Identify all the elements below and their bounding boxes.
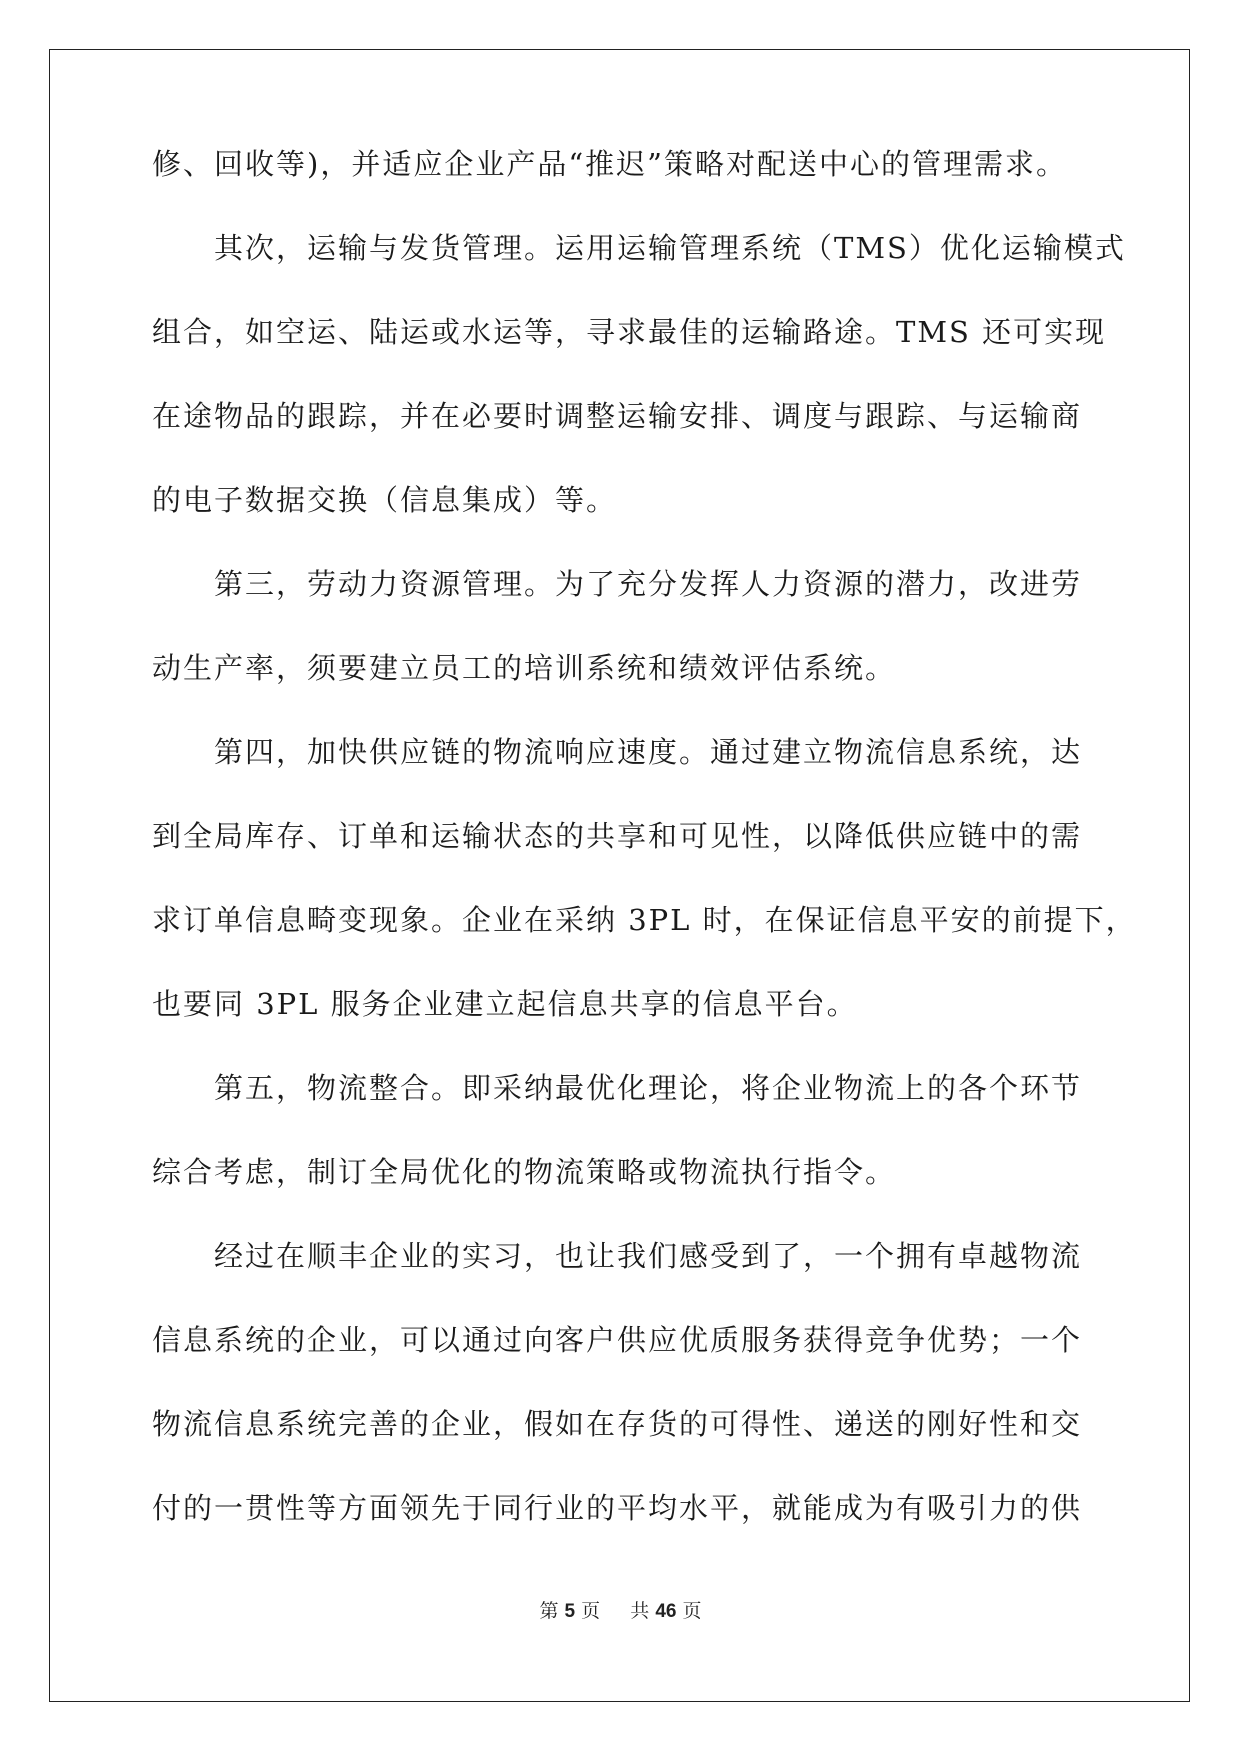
text-line: 第五，物流整合。即采纳最优化理论，将企业物流上的各个环节 bbox=[214, 1071, 1083, 1105]
page-suffix: 页 bbox=[581, 1600, 601, 1622]
page-prefix: 第 bbox=[539, 1600, 559, 1622]
text-line: 综合考虑，制订全局优化的物流策略或物流执行指令。 bbox=[152, 1155, 897, 1189]
total-pages: 46 bbox=[655, 1601, 677, 1622]
text-line: 其次，运输与发货管理。运用运输管理系统（TMS）优化运输模式 bbox=[214, 231, 1126, 265]
document-body bbox=[152, 147, 1137, 1550]
text-line: 修、回收等)，并适应企业产品“推迟”策略对配送中心的管理需求。 bbox=[152, 147, 1067, 181]
text-line: 经过在顺丰企业的实习，也让我们感受到了，一个拥有卓越物流 bbox=[214, 1239, 1083, 1273]
text-line: 组合，如空运、陆运或水运等，寻求最佳的运输路途。TMS 还可实现 bbox=[152, 315, 1107, 349]
text-line: 动生产率，须要建立员工的培训系统和绩效评估系统。 bbox=[152, 651, 897, 685]
text-line: 付的一贯性等方面领先于同行业的平均水平，就能成为有吸引力的供 bbox=[152, 1491, 1083, 1525]
text-line: 在途物品的跟踪，并在必要时调整运输安排、调度与跟踪、与运输商 bbox=[152, 399, 1083, 433]
text-line: 信息系统的企业，可以通过向客户供应优质服务获得竞争优势；一个 bbox=[152, 1323, 1083, 1357]
total-prefix: 共 bbox=[630, 1600, 650, 1622]
text-line: 第三，劳动力资源管理。为了充分发挥人力资源的潜力，改进劳 bbox=[214, 567, 1083, 601]
text-line: 第四，加快供应链的物流响应速度。通过建立物流信息系统，达 bbox=[214, 735, 1083, 769]
text-line: 也要同 3PL 服务企业建立起信息共享的信息平台。 bbox=[152, 987, 858, 1021]
page-number: 5 bbox=[564, 1601, 576, 1622]
page-footer bbox=[0, 1596, 1241, 1623]
text-line: 求订单信息畸变现象。企业在采纳 3PL 时，在保证信息平安的前提下， bbox=[152, 903, 1137, 937]
text-line: 的电子数据交换（信息集成）等。 bbox=[152, 483, 618, 517]
text-line: 物流信息系统完善的企业，假如在存货的可得性、递送的刚好性和交 bbox=[152, 1407, 1083, 1441]
text-line: 到全局库存、订单和运输状态的共享和可见性，以降低供应链中的需 bbox=[152, 819, 1083, 853]
total-suffix: 页 bbox=[682, 1600, 702, 1622]
